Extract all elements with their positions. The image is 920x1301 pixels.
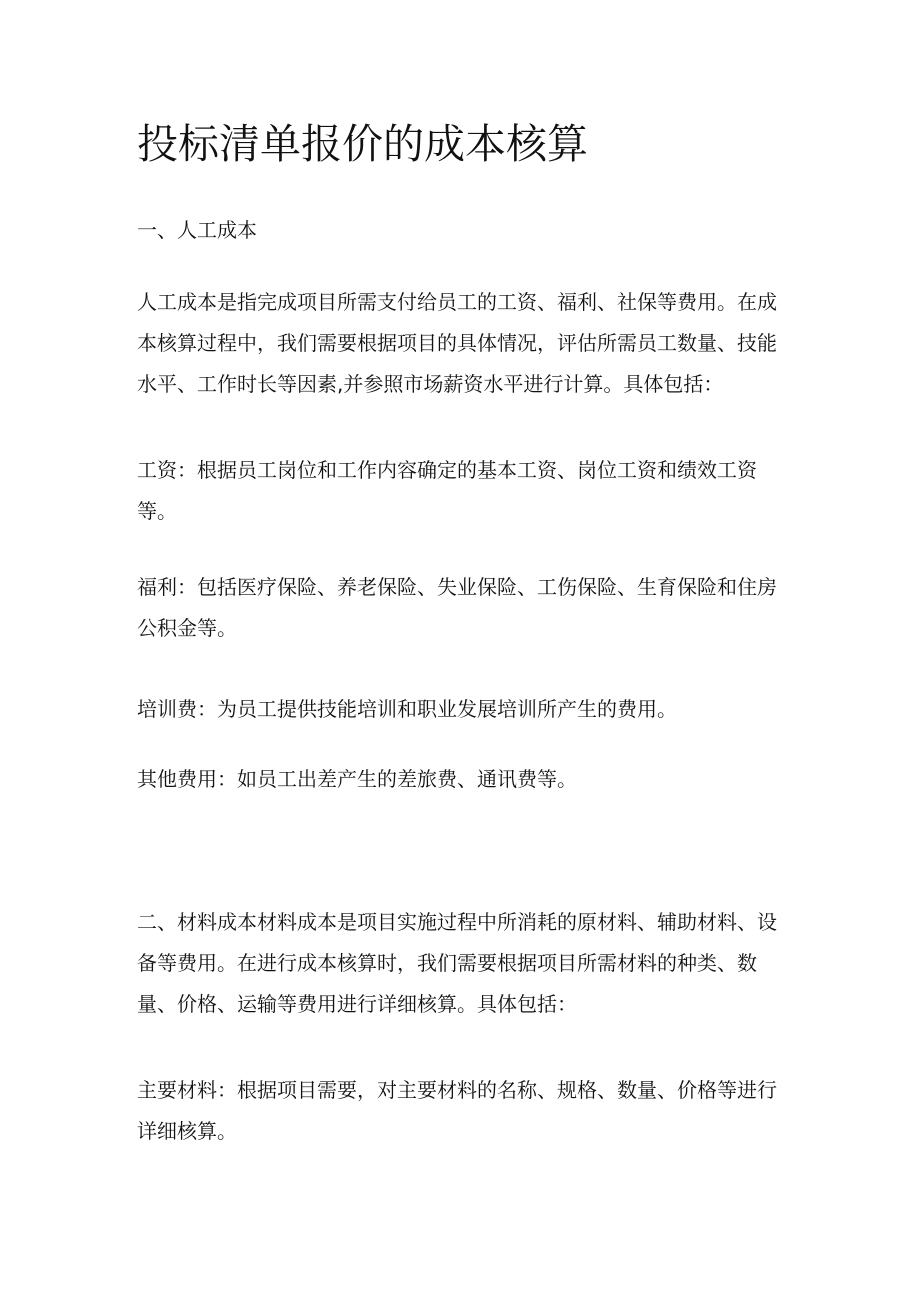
section-heading-labor-cost: 一、人工成本 [137,218,257,242]
list-item-wages: 工资：根据员工岗位和工作内容确定的基本工资、岗位工资和绩效工资等。 [137,458,757,523]
document-title: 投标清单报价的成本核算 [137,120,588,168]
list-item-main-materials: 主要材料：根据项目需要，对主要材料的名称、规格、数量、价格等进行详细核算。 [137,1078,777,1143]
section-paragraph-material-intro: 二、材料成本材料成本是项目实施过程中所消耗的原材料、辅助材料、设备等费用。在进行成本核算时，我们需要根据项目所需材料的种类、数量、价格、运输等费用进行详细核算。具体包括： [137,910,777,1016]
list-item-other-expenses: 其他费用：如员工出差产生的差旅费、通讯费等。 [137,767,577,791]
list-item-training: 培训费：为员工提供技能培训和职业发展培训所产生的费用。 [137,697,677,721]
section-paragraph-labor-intro: 人工成本是指完成项目所需支付给员工的工资、福利、社保等费用。在成本核算过程中，我们需要根据项目的具体情况，评估所需员工数量、技能水平、工作时长等因素,并参照市场薪资水平进行计算。具体包括： [137,290,777,396]
list-item-benefits: 福利：包括医疗保险、养老保险、失业保险、工伤保险、生育保险和住房公积金等。 [137,575,777,640]
